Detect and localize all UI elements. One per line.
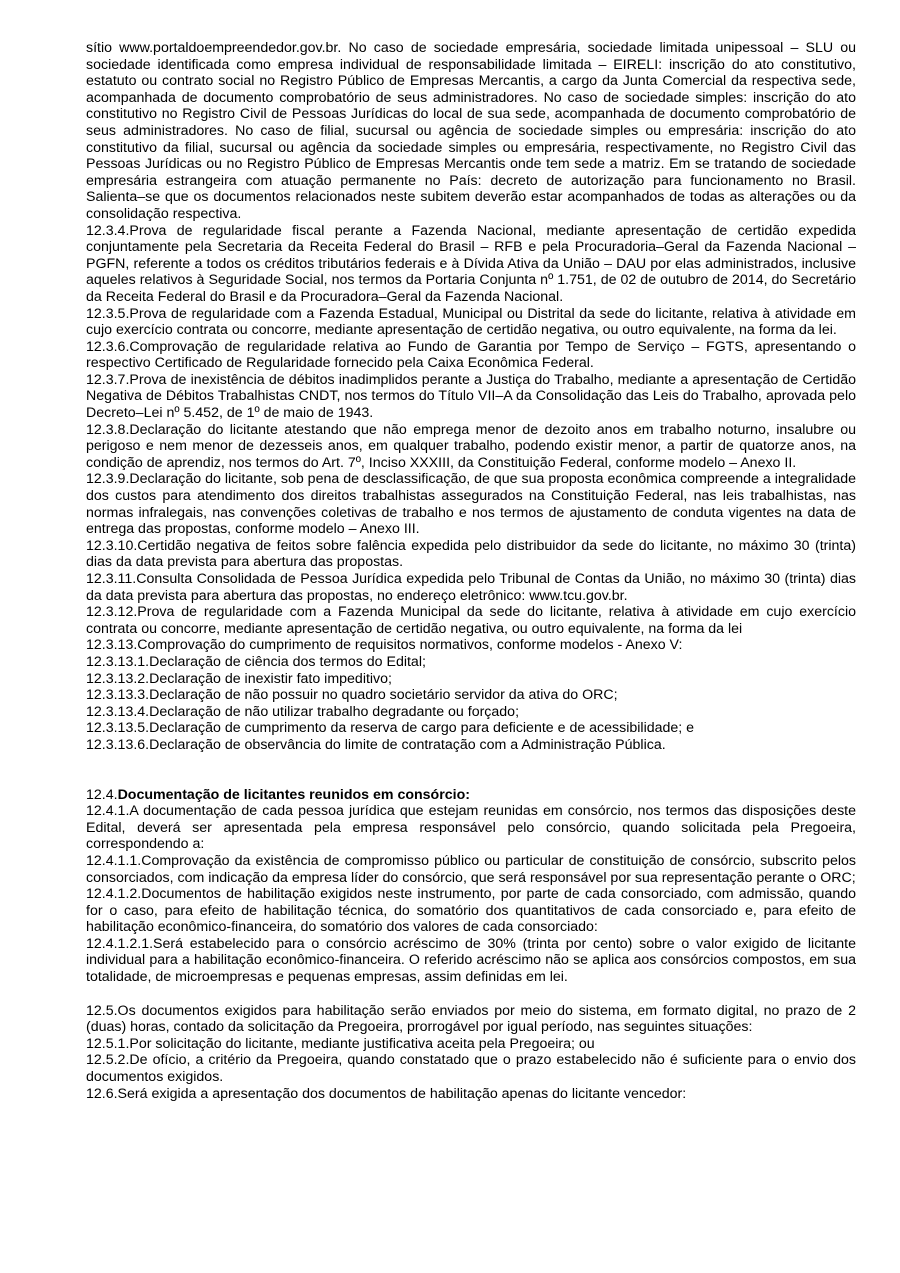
paragraph-12-4-1-2: 12.4.1.2.Documentos de habilitação exigidos neste instrumento, por parte de cada consorciado, com admissão, quando for o caso, para efeito de habilitação técnica, do somatório dos quantitativos de cada consorciado e, para efeito de habilitação econômico-financeira, do somatório dos valores de cada consorciado: (86, 886, 856, 936)
section-title: Documentação de licitantes reunidos em consórcio: (117, 786, 470, 803)
paragraph-12-3-13-2: 12.3.13.2.Declaração de inexistir fato impeditivo; (86, 670, 392, 687)
paragraph-sitio-registro: sítio www.portaldoempreendedor.gov.br. No caso de sociedade empresária, sociedade limitada unipessoal – SLU ou sociedade identificada como empresa individual de responsabilidade limitada – EIRELI: inscrição do ato constitutivo, estatuto ou contrato social no Registro Público de Empresas Mercantis, a cargo da Junta Comercial da respectiva sede, acompanhada de documento comprobatório de seus administradores. No caso de sociedade simples: inscrição do ato constitutivo no Registro Civil de Pessoas Jurídicas do local de sua sede, acompanhada de documento comprobatório de seus administradores. No caso de filial, sucursal ou agência de sociedade simples ou empresária: inscrição do ato constitutivo da filial, sucursal ou agência da sociedade simples ou empresária, respectivamente, no Registro Civil das Pessoas Jurídicas ou no Registro Público de Empresas Mercantis onde tem sede a matriz. Em se tratando de sociedade empresária estrangeira com atuação permanente no País: decreto de autorização para funcionamento no Brasil. Salienta–se que os documentos relacionados neste subitem deverão estar acompanhados de todas as alterações ou da consolidação respectiva. (86, 40, 856, 222)
paragraph-12-3-7: 12.3.7.Prova de inexistência de débitos inadimplidos perante a Justiça do Trabalho, mediante a apresentação de Certidão Negativa de Débitos Trabalhistas CNDT, nos termos do Título VII–A da Consolidação das Leis do Trabalho, aprovada pelo Decreto–Lei nº 5.452, de 1º de maio de 1943. (86, 371, 856, 422)
paragraph-12-3-11: 12.3.11.Consulta Consolidada de Pessoa Jurídica expedida pelo Tribunal de Contas da União, no máximo 30 (trinta) dias da data prevista para abertura das propostas, no endereço eletrônico: www.tcu.gov.br. (86, 571, 856, 604)
section-gap (86, 754, 856, 787)
paragraph-12-6: 12.6.Será exigida a apresentação dos documentos de habilitação apenas do licitante vencedor: (86, 1085, 687, 1102)
paragraph-12-3-5: 12.3.5.Prova de regularidade com a Fazenda Estadual, Municipal ou Distrital da sede do licitante, relativa à atividade em cujo exercício contrata ou concorre, mediante apresentação de certidão negativa, ou outro equivalente, na forma da lei. (86, 305, 856, 339)
paragraph-12-5: 12.5.Os documentos exigidos para habilitação serão enviados por meio do sistema, em formato digital, no prazo de 2 (duas) horas, contado da solicitação da Pregoeira, prorrogável por igual período, nas seguintes situações: (86, 1002, 856, 1036)
paragraph-12-3-8: 12.3.8.Declaração do licitante atestando que não emprega menor de dezoito anos em trabalho noturno, insalubre ou perigoso e nem menor de dezesseis anos, em qualquer trabalho, podendo existir menor, a partir de quatorze anos, na condição de aprendiz, nos termos do Art. 7º, Inciso XXXIII, da Constituição Federal, conforme modelo – Anexo II. (86, 421, 856, 471)
paragraph-12-3-13-1: 12.3.13.1.Declaração de ciência dos termos do Edital; (86, 653, 426, 670)
paragraph-12-3-13-4: 12.3.13.4.Declaração de não utilizar trabalho degradante ou forçado; (86, 703, 520, 720)
paragraph-12-3-10: 12.3.10.Certidão negativa de feitos sobre falência expedida pelo distribuidor da sede do licitante, no máximo 30 (trinta) dias da data prevista para abertura das propostas. (86, 537, 856, 571)
paragraph-12-4-1: 12.4.1.A documentação de cada pessoa jurídica que estejam reunidas em consórcio, nos termos das disposições deste Edital, deverá ser apresentada pela empresa responsável pelo consórcio, quando solicitada pela Pregoeira, correspondendo a: (86, 803, 856, 853)
paragraph-12-3-13-3: 12.3.13.3.Declaração de não possuir no quadro societário servidor da ativa do ORC; (86, 687, 618, 704)
section-gap (86, 986, 856, 1003)
paragraph-12-3-13-5: 12.3.13.5.Declaração de cumprimento da reserva de cargo para deficiente e de acessibilidade; e (86, 720, 695, 737)
paragraph-12-5-1: 12.5.1.Por solicitação do licitante, mediante justificativa aceita pela Pregoeira; ou (86, 1035, 595, 1052)
paragraph-12-5-2: 12.5.2.De ofício, a critério da Pregoeira, quando constatado que o prazo estabelecido não é suficiente para o envio dos documentos exigidos. (86, 1052, 856, 1086)
section-heading-12-4 (86, 787, 856, 804)
paragraph-12-3-13-6: 12.3.13.6.Declaração de observância do limite de contratação com a Administração Pública. (86, 736, 666, 753)
paragraph-12-4-1-1: 12.4.1.1.Comprovação da existência de compromisso público ou particular de constituição de consórcio, subscrito pelos consorciados, com indicação da empresa líder do consórcio, que será responsável por sua representação perante o ORC; (86, 852, 856, 886)
paragraph-12-3-6: 12.3.6.Comprovação de regularidade relativa ao Fundo de Garantia por Tempo de Serviço – FGTS, apresentando o respectivo Certificado de Regularidade fornecido pela Caixa Econômica Federal. (86, 338, 856, 372)
paragraph-12-4-1-2-1: 12.4.1.2.1.Será estabelecido para o consórcio acréscimo de 30% (trinta por cento) sobre o valor exigido de licitante individual para a habilitação econômico-financeira. O referido acréscimo não se aplica aos consórcios compostos, em sua totalidade, de microempresas e pequenas empresas, assim definidas em lei. (86, 935, 856, 986)
paragraph-12-3-13: 12.3.13.Comprovação do cumprimento de requisitos normativos, conforme modelos - Anexo V: (86, 637, 683, 654)
paragraph-12-3-4: 12.3.4.Prova de regularidade fiscal perante a Fazenda Nacional, mediante apresentação de certidão expedida conjuntamente pela Secretaria da Receita Federal do Brasil – RFB e pela Procuradoria–Geral da Fazenda Nacional – PGFN, referente a todos os créditos tributários federais e à Dívida Ativa da União – DAU por elas administrados, inclusive aqueles relativos à Seguridade Social, nos termos da Portaria Conjunta nº 1.751, de 02 de outubro de 2014, do Secretário da Receita Federal do Brasil e da Procuradora–Geral da Fazenda Nacional. (86, 222, 856, 305)
section-number: 12.4. (86, 786, 118, 803)
paragraph-12-3-9: 12.3.9.Declaração do licitante, sob pena de desclassificação, de que sua proposta econômica compreende a integralidade dos custos para atendimento dos direitos trabalhistas assegurados na Constituição Federal, nas leis trabalhistas, nas normas infralegais, nas convenções coletivas de trabalho e nos termos de ajustamento de conduta vigentes na data de entrega das propostas, conforme modelo – Anexo III. (86, 471, 856, 538)
paragraph-12-3-12: 12.3.12.Prova de regularidade com a Fazenda Municipal da sede do licitante, relativa à atividade em cujo exercício contrata ou concorre, mediante apresentação de certidão negativa, ou outro equivalente, na forma da lei (86, 604, 856, 637)
